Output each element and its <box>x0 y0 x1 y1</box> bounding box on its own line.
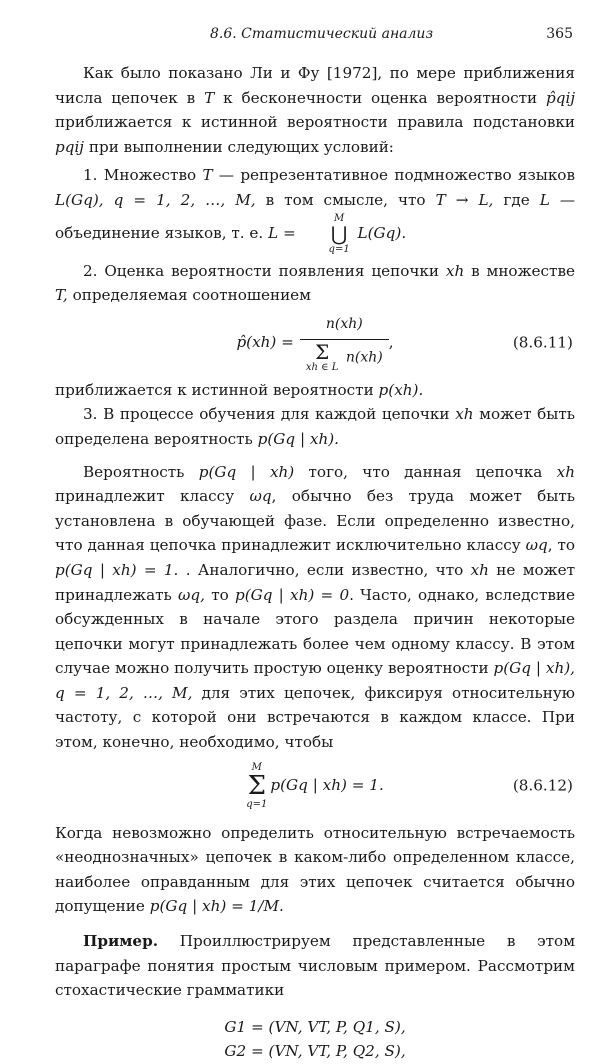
union-operator: M ⋃ q=1 <box>328 212 350 255</box>
page-number: 365 <box>546 26 573 42</box>
paragraph-example: Пример. Проиллюстрируем представленные в этом параграфе понятия простым числовым примером. Рассмотрим стохастические грамматики <box>55 932 576 1000</box>
grammar-g2: G2 = (VN, VT, P, Q2, S), <box>224 1042 406 1061</box>
equation-8-6-12: M Σ q=1 p(Gq | xh) = 1. (8.6.12) <box>246 761 573 810</box>
condition-2: 2. Оценка вероятности появления цепочки xh в множестве T, определяемая соотношением <box>55 261 575 305</box>
section-title: 8.6. Статистический анализ <box>210 26 434 42</box>
paragraph-after-eq1: приближается к истинной вероятности p(xh). <box>55 380 424 399</box>
equation-number: (8.6.11) <box>512 333 573 352</box>
paragraph-probability: Вероятность p(Gq | xh) того, что данная цепочка xh принадлежит классу ωq, обычно без труда может быть установлена в обучающей фазе. Если определенно известно, что данная цепочка принадлежит исключительно классу ωq, то p(Gq | xh) = 1. . Аналогично, если известно, что xh не может принадлежать ωq, то p(Gq | xh) = 0. Часто, однако, вследствие обсужденных в начале этого раздела причин некоторые цепочки могут принадлежать более чем одному классу. В этом случае можно получить простую оценку вероятности p(Gq | xh), q = 1, 2, …, M, для этих цепочек, фиксируя относительную частоту, с которой они встречаются в каждом классе. При этом, конечно, необходимо, чтобы <box>55 462 576 752</box>
grammar-g1: G1 = (VN, VT, P, Q1, S), <box>224 1017 406 1036</box>
paragraph-intro: Как было показано Ли и Фу [1972], по мере приближения числа цепочек в T к бесконечности оценка вероятности p̂qij приближается к истинной вероятности правила подстановки pqij при выполнении следующих условий: <box>55 64 576 156</box>
condition-3: 3. В процессе обучения для каждой цепочки xh может быть определена вероятность p(Gq | xh). <box>55 405 576 448</box>
condition-1: 1. Множество T — репрезентативное подмножество языков L(Gq), q = 1, 2, …, M, в том смысле, что T → L, где L — объединение языков, т. е. L = M ⋃ q=1 L(Gq). <box>55 166 576 255</box>
paragraph-ambiguous: Когда невозможно определить относительную встречаемость «неоднозначных» цепочек в каком-либо определенном классе, наиболее оправданным для этих цепочек считается обычно допущение p(Gq | xh) = 1/M. <box>55 823 575 916</box>
running-header <box>55 22 575 46</box>
equation-number: (8.6.12) <box>512 776 573 795</box>
example-label: Пример. <box>83 932 158 951</box>
equation-8-6-11: p̂(xh) = n(xh) Σ xh ∈ L n(xh) , (8.6.11) <box>236 316 573 374</box>
